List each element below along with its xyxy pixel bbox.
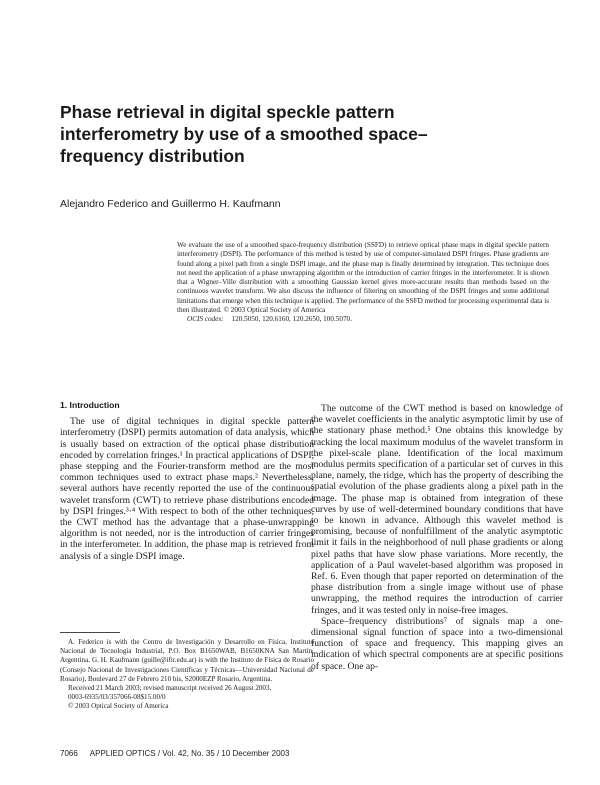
left-column: [60, 400, 314, 562]
footnotes: [60, 638, 314, 712]
issn-line: 0003-6935/03/357066-08$15.00/0: [68, 693, 166, 702]
affiliation-footnote: A. Federico is with the Centro de Investigación y Desarrollo en Física, Instituto Nacional de Tecnología Industrial, P.O. Box B1650WAB, B1650KNA San Martín, Argentina. G. H. Kaufmann (guille@ifir.edu.ar) is with the Instituto de Física de Rosario (Consejo Nacional de Investigaciones Científicas y Técnicas—Universidad Nacional de Rosario), Boulevard 27 de Febrero 210 bis, S2000EZP Rosario, Argentina.: [60, 638, 314, 683]
abstract-text: We evaluate the use of a smoothed space-frequency distribution (SSFD) to retrieve optical phase maps in digital speckle pattern interferometry (DSPI). The performance of this method is tested by use of computer-simulated DSPI fringes. Phase gradients are found along a pixel path from a single DSPI image, and the phase map is finally determined by integration. This technique does not need the application of a phase unwrapping algorithm or the introduction of carrier fringes in the interferometer. It is shown that a Wigner–Ville distribution with a smoothing Gaussian kernel gives more-accurate results than methods based on the continuous wavelet transform. We also discuss the influence of filtering on smoothing of the DSPI fringes and some additional limitations that emerge when this technique is applied. The performance of the SSFD method for processing experimental data is then illustrated. © 2003 Optical Society of America: [177, 241, 549, 315]
paragraph: The use of digital techniques in digital speckle pattern interferometry (DSPI) permits automation of data analysis, which is usually based on extraction of the optical phase distribution encoded by correlation fringes.¹ In practical applications of DSPI, phase stepping and the Fourier-transform method are the most common techniques used to extract phase maps.² Nevertheless, several authors have recently reported the use of the continuous wavelet transform (CWT) to retrieve phase distributions encoded by DSPI fringes.³·⁴ With respect to both of the other techniques, the CWT method has the advantage that a phase-unwrapping algorithm is not needed, nor is the introduction of carrier fringes in the interferometer. In addition, the phase map is retrieved from analysis of a single DSPI image.: [60, 416, 314, 562]
right-column: [311, 403, 563, 672]
page-footer: [60, 749, 289, 758]
abstract: [177, 241, 549, 325]
ocis-label: OCIS codes:: [187, 315, 224, 324]
paragraph: Space–frequency distributions⁷ of signals map a one-dimensional signal function of space into a two-dimensional function of space and frequency. This mapping gives an indication of which spectral components are at specific positions of space. One ap-: [311, 615, 563, 672]
received-footnote: Received 21 March 2003; revised manuscript received 26 August 2003.: [68, 684, 272, 693]
paragraph: The outcome of the CWT method is based on knowledge of the wavelet coefficients in the analytic asymptotic limit by use of the stationary phase method.⁵ One obtains this knowledge by tracking the local maximum modulus of the wavelet transform in the pixel-scale plane. Identification of the local maximum modulus permits specification of a particular set of curves in this plane, namely, the ridge, which has the property of describing the spatial evolution of the phase gradients along a pixel path in the image. The phase map is obtained from integration of these curves by use of well-determined boundary conditions that have to be known in advance. Although this wavelet method is promising, because of nonfulfillment of the analytic asymptotic limit it fails in the neighborhood of null phase gradients or along pixel paths that have slow phase variations. More recently, the application of a Paul wavelet-based algorithm was proposed in Ref. 6. Even though that paper reported on determination of the phase distribution from a single image without use of phase unwrapping, the method requires the introduction of carrier fringes, and it was tested only in noise-free images.: [311, 403, 563, 616]
ocis-codes: [177, 315, 549, 324]
section-heading: 1. Introduction: [60, 400, 120, 410]
article-title: Phase retrieval in digital speckle pattern interferometry by use of a smoothed space–frequency distribution: [60, 102, 428, 166]
footnote-divider: [60, 632, 120, 633]
ocis-values: 120.5050, 120.6160, 120.2650, 100.5070.: [231, 315, 352, 324]
copyright-line: © 2003 Optical Society of America: [68, 702, 169, 711]
page-number: 7066: [60, 749, 78, 758]
journal-citation: APPLIED OPTICS / Vol. 42, No. 35 / 10 December 2003: [89, 749, 290, 758]
article-authors: Alejandro Federico and Guillermo H. Kaufmann: [60, 198, 281, 210]
